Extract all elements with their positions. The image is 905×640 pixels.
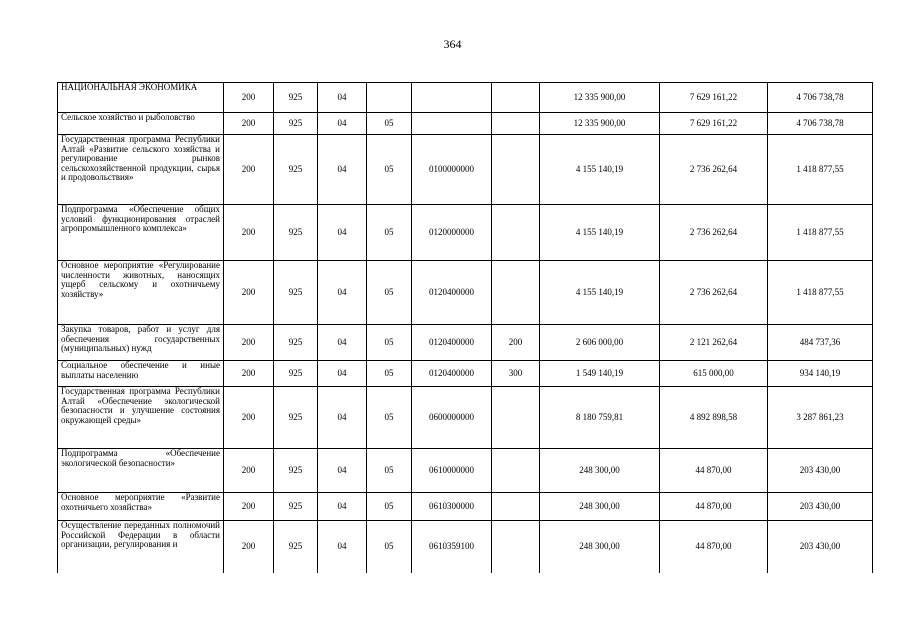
cell-v3: 203 430,00 xyxy=(768,521,873,573)
cell-v3: 3 287 861,23 xyxy=(768,387,873,449)
table-row xyxy=(58,493,873,521)
cell-c5: 0610000000 xyxy=(412,449,492,493)
cell-c4: 05 xyxy=(367,113,412,135)
cell-c1: 200 xyxy=(224,493,274,521)
cell-name: НАЦИОНАЛЬНАЯ ЭКОНОМИКА xyxy=(58,83,224,113)
cell-v1: 248 300,00 xyxy=(540,493,660,521)
cell-c4 xyxy=(367,83,412,113)
cell-c4: 05 xyxy=(367,361,412,387)
cell-c5: 0100000000 xyxy=(412,135,492,205)
table-row xyxy=(58,261,873,325)
cell-c6 xyxy=(492,521,540,573)
cell-c1: 200 xyxy=(224,135,274,205)
cell-c2: 925 xyxy=(274,83,318,113)
cell-c4: 05 xyxy=(367,205,412,261)
cell-v2: 7 629 161,22 xyxy=(660,83,768,113)
cell-v2: 44 870,00 xyxy=(660,521,768,573)
cell-name: Государственная программа Республики Алтай «Обеспечение экологической безопасности и улучшение состояния окружающей среды» xyxy=(58,387,224,449)
cell-c2: 925 xyxy=(274,521,318,573)
cell-v2: 4 892 898,58 xyxy=(660,387,768,449)
cell-v3: 1 418 877,55 xyxy=(768,135,873,205)
cell-v1: 4 155 140,19 xyxy=(540,261,660,325)
cell-c1: 200 xyxy=(224,449,274,493)
cell-v3: 203 430,00 xyxy=(768,493,873,521)
cell-name: Осуществление переданных полномочий Российской Федерации в области организации, регулирования и xyxy=(58,521,224,573)
cell-c3: 04 xyxy=(318,493,367,521)
cell-c2: 925 xyxy=(274,205,318,261)
cell-c1: 200 xyxy=(224,261,274,325)
cell-c2: 925 xyxy=(274,261,318,325)
cell-v1: 12 335 900,00 xyxy=(540,113,660,135)
cell-v2: 2 736 262,64 xyxy=(660,261,768,325)
cell-name: Государственная программа Республики Алтай «Развитие сельского хозяйства и регулирование рынков сельскохозяйственной продукции, сырья и продовольствия» xyxy=(58,135,224,205)
cell-c5: 0120400000 xyxy=(412,325,492,361)
cell-c1: 200 xyxy=(224,113,274,135)
cell-v2: 2 736 262,64 xyxy=(660,135,768,205)
cell-v2: 44 870,00 xyxy=(660,493,768,521)
cell-v1: 248 300,00 xyxy=(540,449,660,493)
cell-c6 xyxy=(492,135,540,205)
cell-c3: 04 xyxy=(318,205,367,261)
cell-c5: 0600000000 xyxy=(412,387,492,449)
cell-c5: 0610300000 xyxy=(412,493,492,521)
cell-c3: 04 xyxy=(318,135,367,205)
cell-name: Подпрограмма «Обеспечение общих условий функционирования отраслей агропромышленного комплекса» xyxy=(58,205,224,261)
cell-v3: 934 140,19 xyxy=(768,361,873,387)
cell-c4: 05 xyxy=(367,325,412,361)
cell-c6 xyxy=(492,493,540,521)
cell-c5: 0120000000 xyxy=(412,205,492,261)
cell-name: Основное мероприятие «Развитие охотничьего хозяйства» xyxy=(58,493,224,521)
table-row xyxy=(58,449,873,493)
cell-c1: 200 xyxy=(224,521,274,573)
cell-c4: 05 xyxy=(367,135,412,205)
table-body xyxy=(58,83,873,573)
cell-v1: 12 335 900,00 xyxy=(540,83,660,113)
cell-v3: 1 418 877,55 xyxy=(768,261,873,325)
cell-c2: 925 xyxy=(274,493,318,521)
cell-c2: 925 xyxy=(274,113,318,135)
cell-c2: 925 xyxy=(274,449,318,493)
cell-c3: 04 xyxy=(318,83,367,113)
cell-c2: 925 xyxy=(274,361,318,387)
cell-v1: 1 549 140,19 xyxy=(540,361,660,387)
cell-v3: 4 706 738,78 xyxy=(768,83,873,113)
cell-c6 xyxy=(492,449,540,493)
cell-v1: 8 180 759,81 xyxy=(540,387,660,449)
cell-c5: 0120400000 xyxy=(412,361,492,387)
cell-c1: 200 xyxy=(224,325,274,361)
cell-v3: 484 737,36 xyxy=(768,325,873,361)
cell-c1: 200 xyxy=(224,361,274,387)
cell-v2: 2 736 262,64 xyxy=(660,205,768,261)
cell-v2: 2 121 262,64 xyxy=(660,325,768,361)
table-row xyxy=(58,205,873,261)
cell-c6 xyxy=(492,205,540,261)
cell-c6: 300 xyxy=(492,361,540,387)
cell-c6 xyxy=(492,387,540,449)
cell-c2: 925 xyxy=(274,325,318,361)
cell-v3: 203 430,00 xyxy=(768,449,873,493)
table-row xyxy=(58,83,873,113)
cell-v2: 44 870,00 xyxy=(660,449,768,493)
cell-c4: 05 xyxy=(367,449,412,493)
cell-c3: 04 xyxy=(318,449,367,493)
cell-c6 xyxy=(492,83,540,113)
cell-v3: 4 706 738,78 xyxy=(768,113,873,135)
cell-c3: 04 xyxy=(318,113,367,135)
table-row xyxy=(58,135,873,205)
cell-name: Закупка товаров, работ и услуг для обеспечения государственных (муниципальных) нужд xyxy=(58,325,224,361)
cell-v2: 615 000,00 xyxy=(660,361,768,387)
cell-c3: 04 xyxy=(318,521,367,573)
cell-name: Социальное обеспечение и иные выплаты населению xyxy=(58,361,224,387)
cell-c6 xyxy=(492,113,540,135)
cell-v1: 4 155 140,19 xyxy=(540,135,660,205)
cell-c3: 04 xyxy=(318,387,367,449)
cell-c5: 0120400000 xyxy=(412,261,492,325)
cell-c4: 05 xyxy=(367,521,412,573)
table-row xyxy=(58,387,873,449)
cell-c3: 04 xyxy=(318,361,367,387)
cell-name: Сельское хозяйство и рыболовство xyxy=(58,113,224,135)
cell-name: Основное мероприятие «Регулирование численности животных, наносящих ущерб сельскому и охотничьему хозяйству» xyxy=(58,261,224,325)
cell-c2: 925 xyxy=(274,135,318,205)
cell-name: Подпрограмма «Обеспечение экологической безопасности» xyxy=(58,449,224,493)
table-row xyxy=(58,113,873,135)
cell-v3: 1 418 877,55 xyxy=(768,205,873,261)
cell-c6 xyxy=(492,261,540,325)
cell-v1: 4 155 140,19 xyxy=(540,205,660,261)
cell-v2: 7 629 161,22 xyxy=(660,113,768,135)
cell-v1: 2 606 000,00 xyxy=(540,325,660,361)
cell-c6: 200 xyxy=(492,325,540,361)
page-number: 364 xyxy=(443,37,462,51)
cell-c4: 05 xyxy=(367,493,412,521)
cell-c3: 04 xyxy=(318,325,367,361)
cell-c5 xyxy=(412,113,492,135)
cell-v1: 248 300,00 xyxy=(540,521,660,573)
cell-c1: 200 xyxy=(224,387,274,449)
cell-c3: 04 xyxy=(318,261,367,325)
cell-c2: 925 xyxy=(274,387,318,449)
table-row xyxy=(58,361,873,387)
cell-c5 xyxy=(412,83,492,113)
cell-c1: 200 xyxy=(224,205,274,261)
budget-table xyxy=(57,82,873,573)
cell-c1: 200 xyxy=(224,83,274,113)
cell-c4: 05 xyxy=(367,387,412,449)
table-row xyxy=(58,325,873,361)
cell-c4: 05 xyxy=(367,261,412,325)
cell-c5: 0610359100 xyxy=(412,521,492,573)
table-row xyxy=(58,521,873,573)
